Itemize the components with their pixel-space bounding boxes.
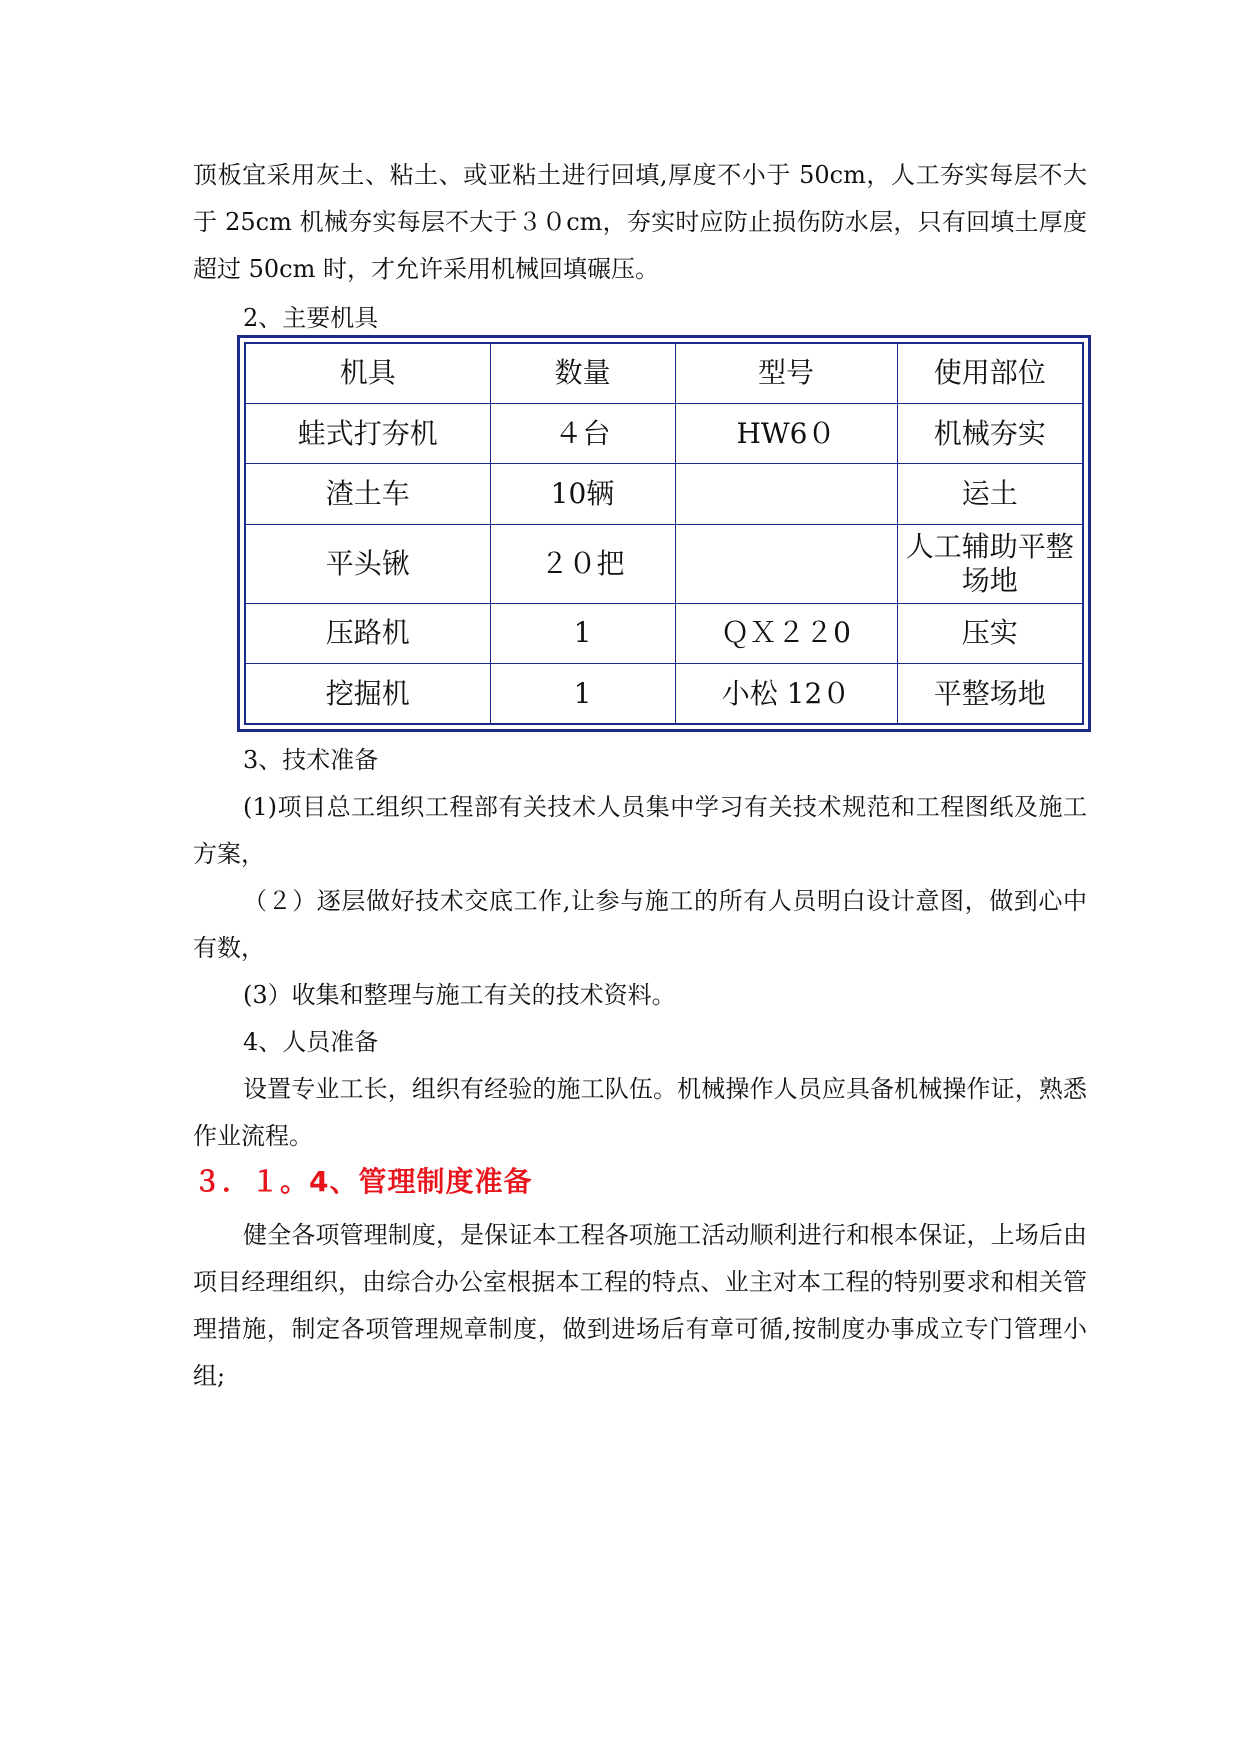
header-cell: 机具 [245, 343, 490, 403]
table-row [245, 403, 1083, 463]
table-cell: 1 [490, 664, 675, 724]
table-cell: 蛙式打夯机 [245, 403, 490, 463]
table-row [245, 603, 1083, 663]
section-personnel-preparation: 4、人员准备 [243, 1028, 379, 1056]
table-cell: 人工辅助平整场地 [897, 524, 1083, 603]
machinery-table [244, 342, 1084, 725]
table-cell: 1 [490, 603, 675, 663]
table-cell: 压实 [897, 603, 1083, 663]
table-cell: 平整场地 [897, 664, 1083, 724]
header-cell: 使用部位 [897, 343, 1083, 403]
table-cell [675, 464, 897, 524]
table-row [245, 664, 1083, 724]
management-section-heading: ３．１。4、管理制度准备 [193, 1165, 533, 1198]
management-paragraph: 健全各项管理制度，是保证本工程各项施工活动顺利进行和根本保证，上场后由项目经理组织，由综合办公室根据本工程的特点、业主对本工程的特别要求和相关管理措施，制定各项管理规章制度，做到进场后有章可循,按制度办事成立专门管理小组; [193, 1221, 1087, 1390]
technical-item-3: (3）收集和整理与施工有关的技术资料。 [243, 981, 676, 1009]
table-cell: HW6０ [675, 403, 897, 463]
section-technical-preparation: 3、技术准备 [243, 746, 379, 774]
table-cell: 运土 [897, 464, 1083, 524]
header-cell: 数量 [490, 343, 675, 403]
backfill-paragraph: 顶板宜采用灰土、粘土、或亚粘土进行回填,厚度不小于 50cm，人工夯实每层不大于 25cm 机械夯实每层不大于３０cm，夯实时应防止损伤防水层，只有回填土厚度超过 50cm 时，才允许采用机械回填碾压。 [193, 161, 1087, 283]
machinery-table-frame [237, 335, 1091, 732]
technical-item-2: （２）逐层做好技术交底工作,让参与施工的所有人员明白设计意图，做到心中有数， [193, 887, 1087, 962]
personnel-paragraph: 设置专业工长，组织有经验的施工队伍。机械操作人员应具备机械操作证，熟悉作业流程。 [193, 1075, 1087, 1150]
table-row [245, 524, 1083, 603]
header-cell: 型号 [675, 343, 897, 403]
section-main-machinery: 2、主要机具 [243, 304, 379, 332]
table-cell: 挖掘机 [245, 664, 490, 724]
table-cell: ２０把 [490, 524, 675, 603]
table-cell: 机械夯实 [897, 403, 1083, 463]
table-cell: ＱＸ２２0 [675, 603, 897, 663]
table-row [245, 464, 1083, 524]
technical-item-1: (1)项目总工组织工程部有关技术人员集中学习有关技术规范和工程图纸及施工方案， [193, 793, 1087, 868]
table-cell: 平头锹 [245, 524, 490, 603]
table-cell: 压路机 [245, 603, 490, 663]
table-cell: ４台 [490, 403, 675, 463]
table-cell: 10辆 [490, 464, 675, 524]
table-cell: 渣土车 [245, 464, 490, 524]
table-cell: 小松 12０ [675, 664, 897, 724]
table-header-row [245, 343, 1083, 403]
table-cell [675, 524, 897, 603]
